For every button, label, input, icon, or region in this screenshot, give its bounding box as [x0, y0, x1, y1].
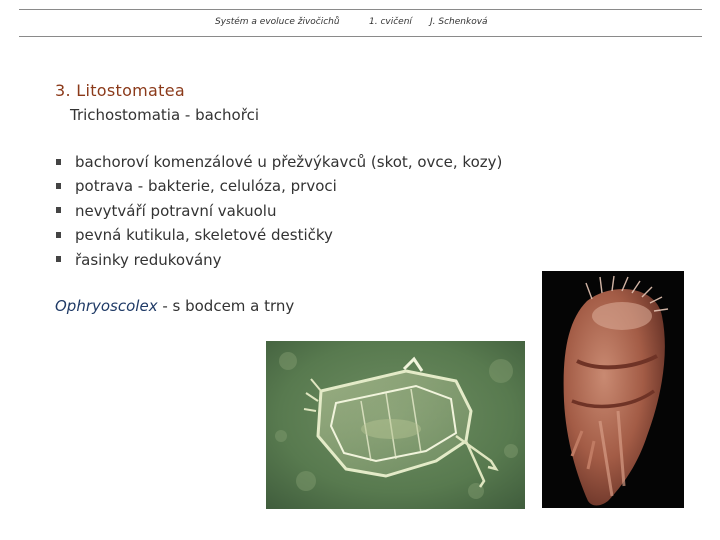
header-author: J. Schenková: [430, 17, 488, 27]
section-subtitle: Trichostomatia - bachořci: [70, 106, 259, 124]
ophryoscolex-light-micrograph: [266, 341, 525, 509]
header-rule-top: [19, 9, 702, 10]
ophryoscolex-sem-micrograph: [542, 271, 684, 508]
bullet-list: [56, 152, 502, 274]
bullet-item: řasinky redukovány: [56, 250, 502, 274]
bullet-icon: [56, 232, 61, 238]
bullet-item: nevytváří potravní vakuolu: [56, 201, 502, 225]
bullet-icon: [56, 256, 61, 262]
bullet-icon: [56, 159, 61, 165]
bullet-icon: [56, 207, 61, 213]
header-exercise: 1. cvičení: [369, 17, 412, 27]
header-rule-bottom: [19, 36, 702, 37]
section-title: 3. Litostomatea: [55, 81, 185, 100]
genus-line: [55, 297, 294, 315]
bullet-item: bachoroví komenzálové u přežvýkavců (skot, ovce, kozy): [56, 152, 502, 176]
bullet-item: potrava - bakterie, celulóza, prvoci: [56, 176, 502, 200]
genus-description: - s bodcem a trny: [157, 297, 295, 315]
genus-name: Ophryoscolex: [55, 297, 158, 315]
bullet-item: pevná kutikula, skeletové destičky: [56, 225, 502, 249]
bullet-icon: [56, 183, 61, 189]
header-course: Systém a evoluce živočichů: [215, 17, 340, 27]
